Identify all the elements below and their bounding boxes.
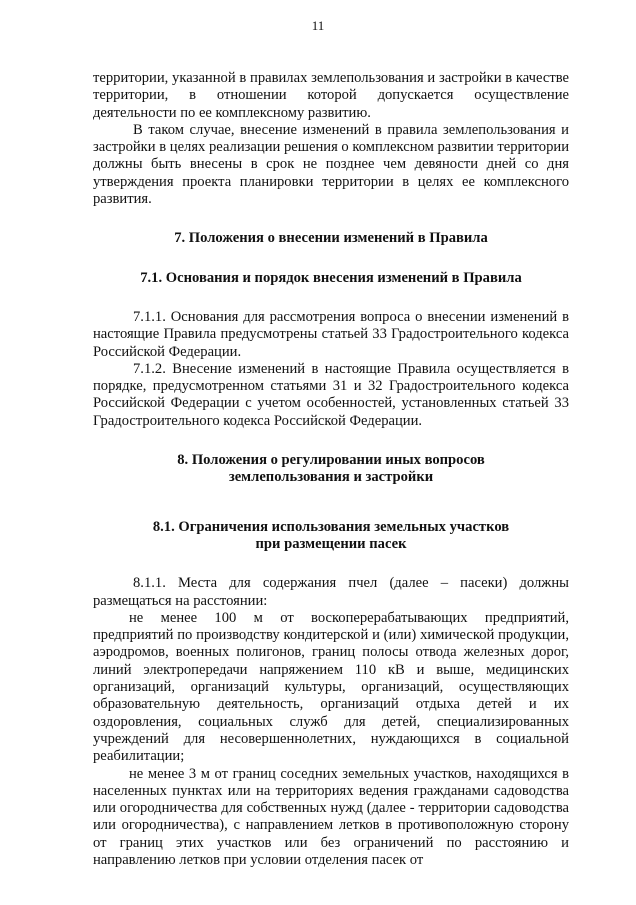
paragraph-continuation: территории, указанной в правилах землепользования и застройки в качестве территории, в отношении которой допускается осуществление деятельности по ее комплексному развитию. (93, 70, 569, 121)
subsection-heading-8-1-line-2: при размещении пасек (255, 535, 407, 552)
section-heading-7: 7. Положения о внесении изменений в Правила (174, 230, 488, 247)
subsection-heading-8-1-line-1: 8.1. Ограничения использования земельных участков (152, 518, 510, 535)
paragraph-distance-100m: не менее 100 м от воскоперерабатывающих предприятий, предприятий по производству кондитерской и (или) химической продукции, аэродромов, военных полигонов, границ полосы отвода железных дорог, линий электропередачи напряжением 110 кВ и выше, медицинских организаций, организаций культуры, организаций, осуществляющих образовательную деятельность, организаций отдыха детей и их оздоровления, социальных служб для детей, специализированных учреждений для несовершеннолетних, нуждающихся в социальной реабилитации; (93, 609, 569, 765)
subsection-heading-7-1: 7.1. Основания и порядок внесения изменений в Правила (140, 269, 522, 286)
paragraph-7-1-1: 7.1.1. Основания для рассмотрения вопроса о внесении изменений в настоящие Правила предусмотрены статьей 33 Градостроительного кодекса Российской Федерации. (93, 308, 569, 360)
section-heading-8-line-1: 8. Положения о регулировании иных вопросов (177, 452, 485, 469)
page-number: 11 (311, 18, 325, 33)
paragraph-distance-3m: не менее 3 м от границ соседних земельных участков, находящихся в населенных пунктах или на территориях ведения гражданами садоводства или огородничества для собственных нужд (далее - территории садоводства или огородничества), с направлением летков в противоположную сторону от границ этих участков или без ограничений по расстоянию и направлению летков при условии отделения пасек от (93, 765, 569, 868)
section-heading-8-line-2: землепользования и застройки (228, 469, 434, 486)
paragraph-complex-development: В таком случае, внесение изменений в правила землепользования и застройки в целях реализации решения о комплексном развитии территории должны быть внесены в срок не позднее чем девяности дней со дня утверждения проекта планировки территории в целях ее комплексного развития. (93, 121, 570, 208)
document-body (93, 70, 569, 869)
paragraph-8-1-1: 8.1.1. Места для содержания пчел (далее – пасеки) должны размещаться на расстоянии: (93, 575, 569, 609)
paragraph-7-1-2: 7.1.2. Внесение изменений в настоящие Правила осуществляется в порядке, предусмотренном статьями 31 и 32 Градостроительного кодекса Российской Федерации с учетом особенностей, установленных статьей 33 Градостроительного кодекса Российской Федерации. (93, 360, 569, 429)
